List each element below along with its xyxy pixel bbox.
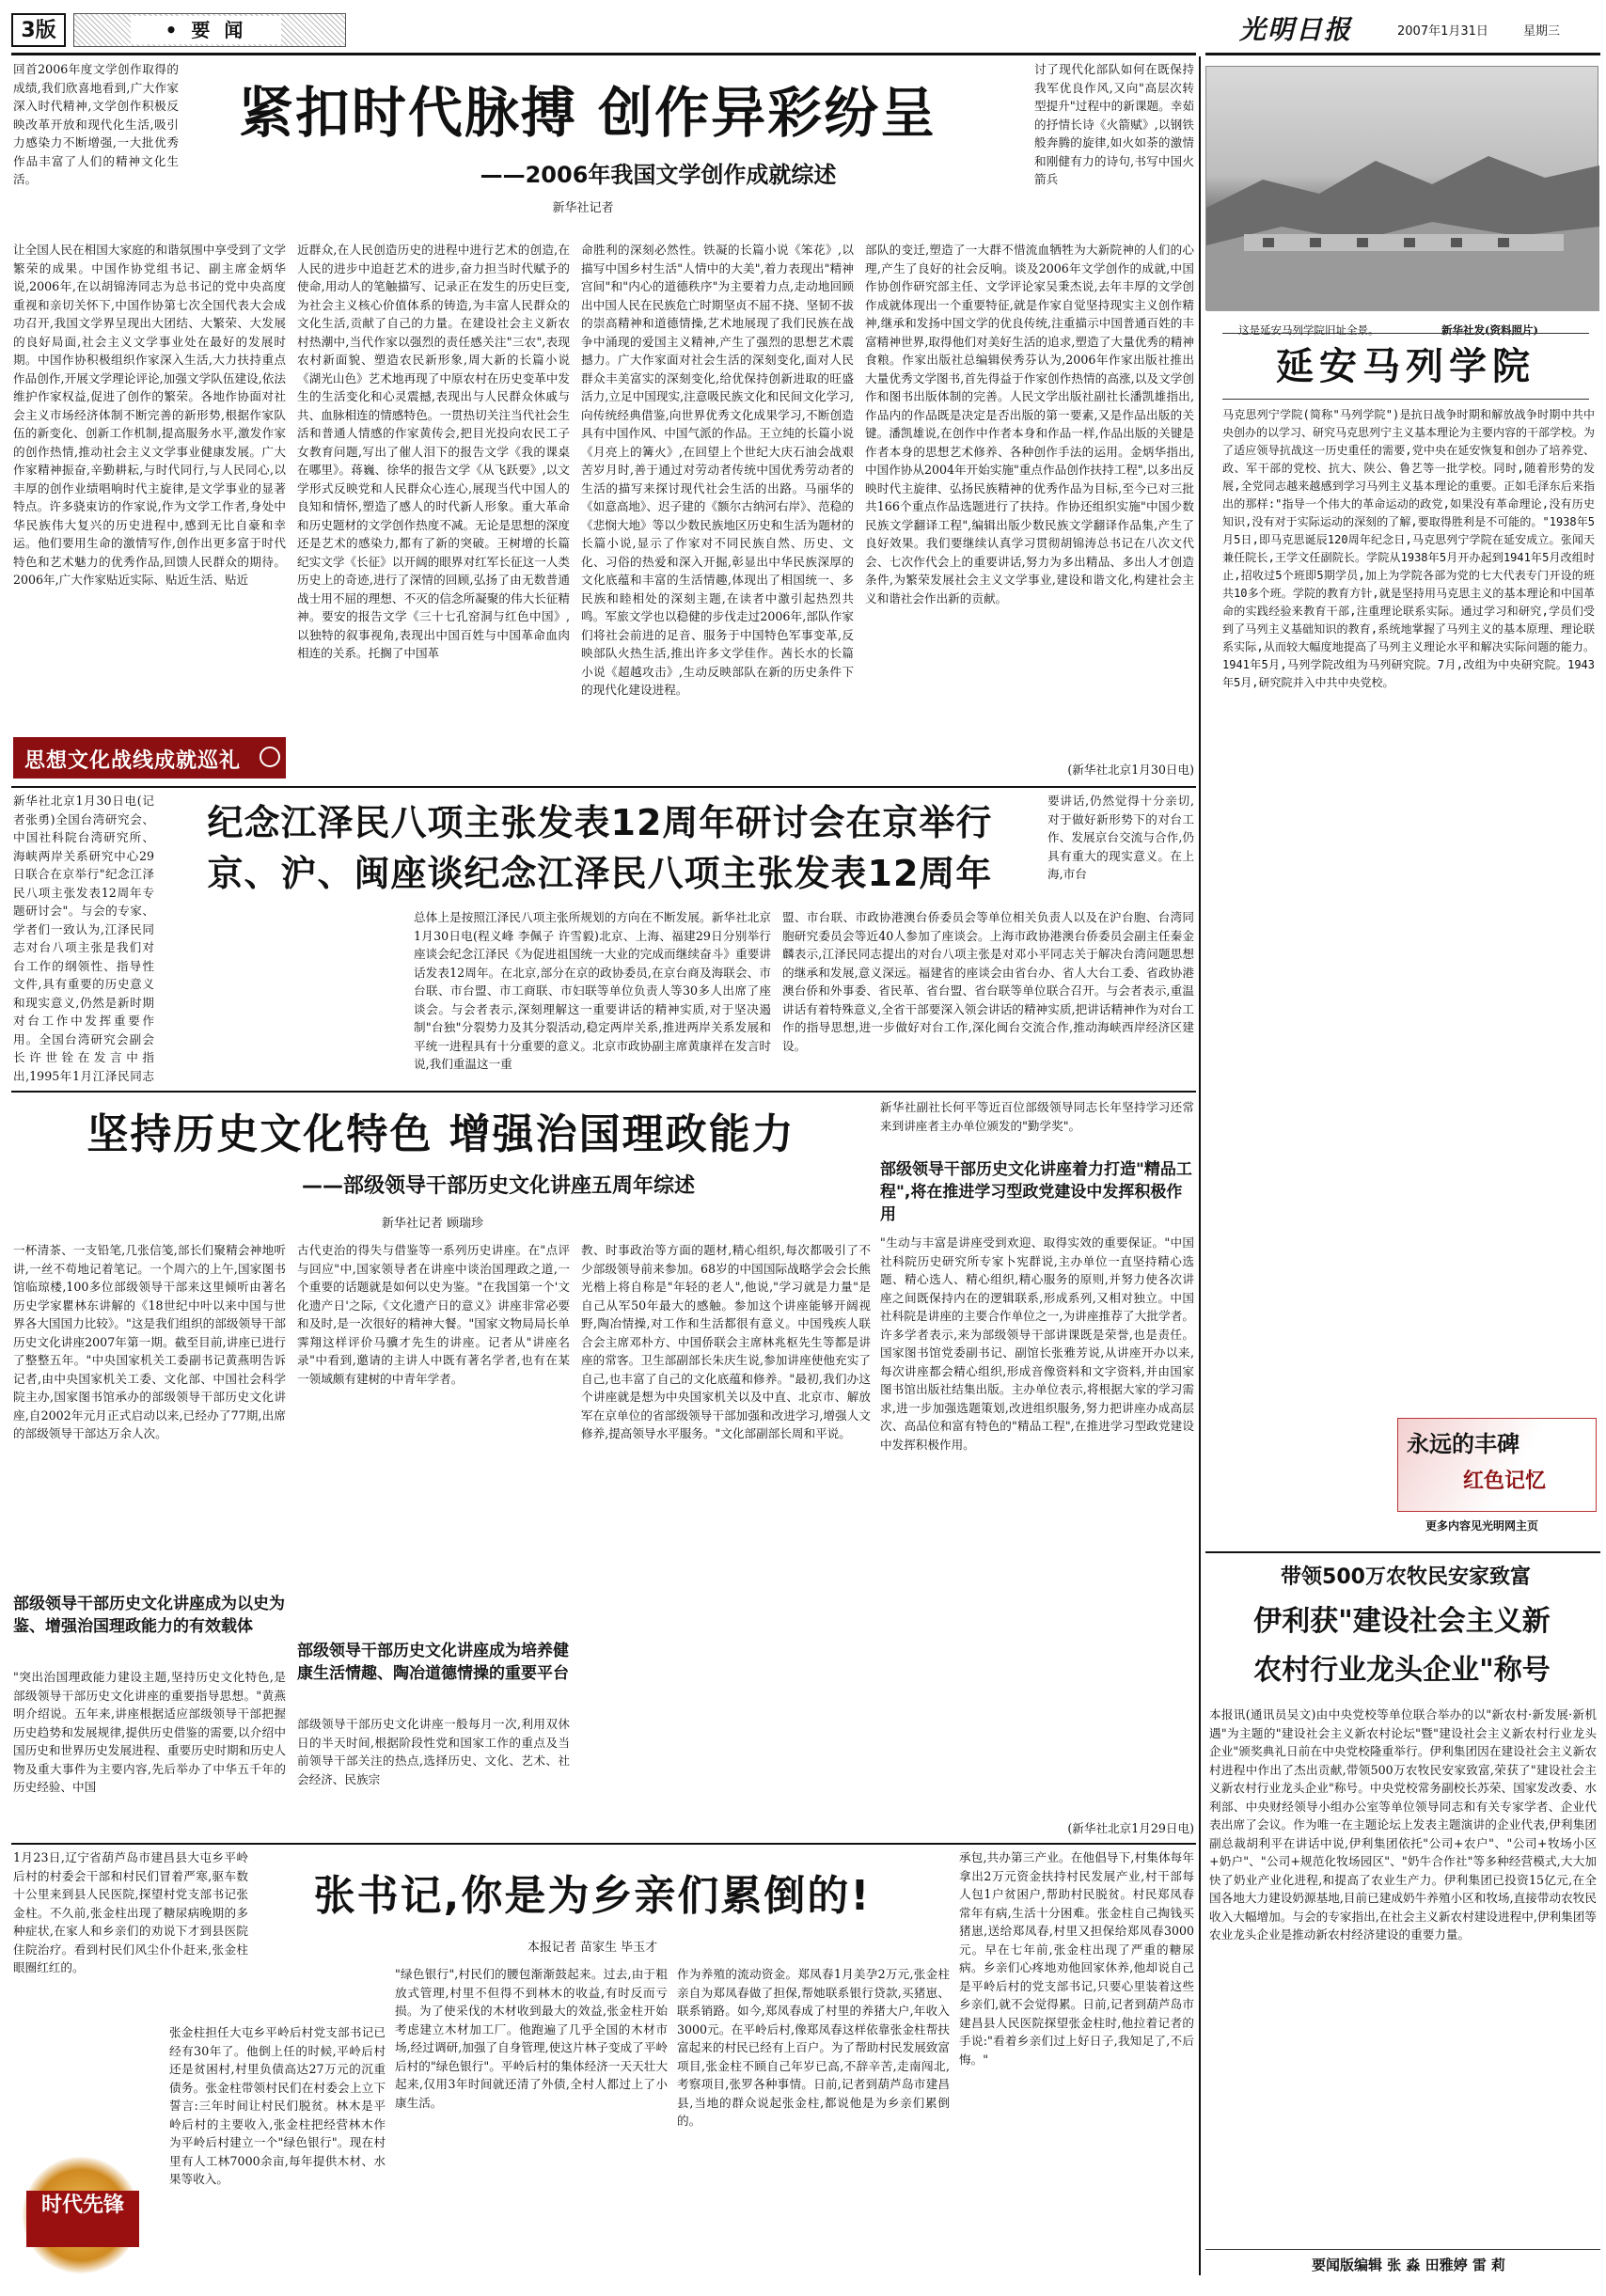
sidebar-title-rule-2 <box>1222 399 1589 400</box>
article4-column-3: 作为养殖的流动资金。郑凤春1月美孕2万元,张金柱亲自为郑凤春做了担保,帮她联系银行贷款,买猪崽、联系销路。如今,郑凤春成了村里的养猪大户,年收入3000元。在平岭后村,像郑凤春这样依靠张金柱帮扶富起来的村民已经有上百户。为了帮助村民发展致富项目,张金柱不顾自己年岁已高,不辞辛苦,走南闯北,考察项目,张罗各种事情。日前,记者到葫芦岛市建昌县,当地的群众说起张金柱,都说他是为乡亲们累倒的。 <box>677 1967 950 2128</box>
badge-label: 时代先锋 <box>26 2191 139 2247</box>
article3-subtitle: ——部级领导干部历史文化讲座五周年综述 <box>301 1174 695 1198</box>
sidebar-divider <box>1199 56 1201 2275</box>
series-banner <box>13 737 286 778</box>
article2-title-2: 京、沪、闽座谈纪念江泽民八项主张发表12周年 <box>207 853 993 894</box>
article2-column-3: 盟、市台联、市政协港澳台侨委员会等单位相关负责人以及在沪台胞、台湾同胞研究委员会等近40人参加了座谈会。上海市政协港澳台侨委员会副主任秦金麟表示,江泽民同志提出的对台八项主张是对邓小平同志关于解决台湾问题思想的继承和发展,意义深远。福建省的座谈会由省台办、省人大台工委、省政协港澳台侨和外事委、省民革、省台盟、省台联等单位联合召开。与会者表示,重温讲话有着特殊意义,全省干部要深入领会讲话的精神实质,把讲话精神作为对台工作的指导思想,进一步做好对台工作,深化闽台交流合作,推动海峡西岸经济区建设。 <box>782 910 1194 1053</box>
side-article-title-2: 农村行业龙头企业"称号 <box>1253 1654 1551 1687</box>
article1-column-1: 让全国人民在相国大家庭的和谐氛围中享受到了文学繁荣的成果。中国作协党组书记、副主席金炳华说,2006年,在以胡锦涛同志为总书记的党中央高度重视和亲切关怀下,中国作协第七次全国代表大会成功召开,我国文学界呈现出大团结、大繁荣、大发展的良好局面,社会主义文学事业处在最好的发展时期。中国作协积极组织作家深入生活,大力扶持重点作品创作,开展文学理论评论,加强文学队伍建设,依法维护作家权益,促进了创作的繁荣。各地作协面对社会主义市场经济体制不断完善的新形势,根据作家队伍的新变化、创新工作机制,提高服务水平,激发作家的创作热情,推动社会主义文学事业健康发展。广大作家精神振奋,辛勤耕耘,与时代同行,与人民同心,以丰厚的创作业绩唱响时代主旋律,是文学事业的显著特点。许多骁束访的作家说,作为文学工作者,身处中华民族伟大复兴的历史进程中,感到无比自豪和幸运。他们要用生命的激情写作,创作出更多富于时代特色和艺术魅力的优秀作品,回馈人民群众的期待。2006年,广大作家贴近实际、贴近生活、贴近 <box>13 243 286 587</box>
pioneer-badge <box>13 2153 154 2277</box>
article1-intro: 回首2006年度文学创作取得的成绩,我们欣喜地看到,广大作家深入时代精神,文学创作积极反映改革开放和现代化生活,吸引力感染力不断增强,一大批优秀作品丰富了人们的精神文化生活。 <box>13 62 179 186</box>
page-editors: 要闻版编辑 张 淼 田雅婷 雷 莉 <box>1311 2257 1506 2273</box>
article2-title: 纪念江泽民八项主张发表12周年研讨会在京举行 <box>207 802 993 843</box>
mountain-photo-icon <box>1206 67 1599 311</box>
section-tab <box>73 13 346 47</box>
article1-bottom-rule <box>11 786 1196 788</box>
section-name: 要 闻 <box>191 19 247 41</box>
article1-subtitle: ——2006年我国文学创作成就综述 <box>480 162 837 188</box>
article4-title: 张书记,你是为乡亲们累倒的! <box>313 1872 872 1920</box>
article3-column-3: 教、时事政治等方面的题材,精心组织,每次都吸引了不少部级领导前来参加。68岁的中国国际战略学会会长熊光楷上将自称是"年轻的老人",他说,"学习就是力量"是自己从军50年最大的感触。参加这个讲座能够开阔视野,陶冶情操,对工作和生活都很有意义。中国残疾人联合会主席邓朴方、中国侨联会主席林兆枢先生等都是讲座的常客。卫生部副部长朱庆生说,参加讲座使他充实了自己,也丰富了自己的文化底蕴和修养。"最初,我们办这个讲座就是想为中央国家机关以及中直、北京市、解放军在京单位的省部级领导干部加强和改进学习,增强人文修养,提高领导水平服务。"文化部副部长周和平说。 <box>581 1243 871 1440</box>
memory-footer: 更多内容见光明网主页 <box>1425 1519 1539 1533</box>
photo-caption: 这是延安马列学院旧址全景。 <box>1238 323 1379 337</box>
masthead-logo: 光明日报 <box>1239 14 1353 45</box>
side-article-body: 本报讯(通讯员吴文)由中央党校等单位联合举办的以"新农村·新发展·新机遇"为主题的"建设社会主义新农村论坛"暨"建设社会主义新农村行业龙头企业"颁奖典礼日前在中央党校隆重举行。伊利集团因在建设社会主义新农村进程中作出了杰出贡献,带领500万农牧民安家致富,荣获了"建设社会主义新农村行业龙头企业"称号。中央党校常务副校长苏荣、国家发改委、水利部、中央财经领导小组办公室等单位领导同志和有关专家学者、企业代表出席了会议。作为唯一在主题论坛上发表主题演讲的企业代表,伊利集团副总裁胡利平在讲话中说,伊利集团依托"公司+农户"、"公司+牧场小区+奶户"、"公司+规范化牧场园区"、"奶牛合作社"等多种经营模式,大大加快了奶业产业化进程,和提高了农业生产力。伊利集团已投资15亿元,在全国各地大力建设奶源基地,目前已建成奶牛养殖小区和牧场,直接带动农牧民收入大幅增加。与会的专家指出,在社会主义新农村建设进程中,伊利集团等农业龙头企业是推动新农村经济建设的重要力量。 <box>1209 1707 1597 1942</box>
article2-bottom-rule <box>11 1091 1196 1093</box>
article3-column-1: 一杯清茶、一支铅笔,几张信笺,部长们聚精会神地听讲,一丝不苟地记着笔记。一个周六的上午,国家图书馆临琼楼,100多位部级领导干部来这里倾听由著名历史学家瞿林东讲解的《18世纪中叶以来中国与世界各大国国力比较》。"这是我们组织的部级领导干部历史文化讲座2007年第一期。截至目前,讲座已进行了整整五年。"中央国家机关工委副书记黄燕明告诉记者,由中央国家机关工委、文化部、中国社会科学院主办,国家图书馆承办的部级领导干部历史文化讲座,自2002年元月正式启动以来,已经办了77期,出席的部级领导干部达万余人次。 <box>13 1243 286 1440</box>
memory-line-2: 红色记忆 <box>1463 1470 1547 1493</box>
article3-column-4-top: 新华社副社长何平等近百位部级领导同志长年坚持学习还常来到讲座者主办单位颁发的"勤学奖"。 <box>880 1100 1194 1133</box>
sidebar-photo <box>1205 66 1598 337</box>
article1-column-3: 命胜利的深刻必然性。铁凝的长篇小说《笨花》,以描写中国乡村生活"人情中的大美",着力表现出"精神宫间"和"内心的道德秩序"为主要着力点,走动地回顾出中国人民在民族危亡时期坚贞不屈不挠、坚韧不拔的崇高精神和道德情操,艺术地展现了我们民族在战争中涌现的爱国主义精神,产生了强烈的思想艺术震撼力。广大作家面对社会生活的深刻变化,面对人民群众丰美富实的深刻变化,给优保持创新进取的旺盛活力,立足中国现实,注意吸民族文化和民间文化学习,向传统经典借鉴,向世界优秀文化成果学习,不断创造具有中国作风、中国气派的作品。王立纯的长篇小说《月亮上的篝火》,在回望上个世纪大庆石油会战艰苦岁月时,善于通过对劳动者传统中国优秀劳动者的生活的描写来探讨现代社会生活的出路。马丽华的《如意高地》、迟子建的《额尔古纳河右岸》、范稳的《悲悯大地》等以少数民族地区历史和生活为题材的长篇小说,显示了作家对不同民族自然、历史、文化、习俗的热爱和深入开掘,彰显出中华民族深厚的文化底蕴和丰富的生活情趣,体现出了相国统一、多民族和睦相处的深刻主题,在读者中激引起热烈共鸣。军旅文学也以稳健的步伐走过2006年,部队作家们将社会前进的足音、服务于中国特色军事变革,反映部队火热生活,推出许多文学佳作。茜长水的长篇小说《超越攻击》,生动反映部队在新的历史条件下的现代化建设进程。 <box>581 243 854 697</box>
article3-title: 坚持历史文化特色 增强治国理政能力 <box>87 1110 795 1158</box>
sidebar-title: 延安马列学院 <box>1276 345 1535 388</box>
page-header <box>0 0 1606 53</box>
side-article-kicker: 带领500万农牧民安家致富 <box>1281 1565 1531 1589</box>
article1-dateline: (新华社北京1月30日电) <box>1067 763 1194 777</box>
banner-ornament-icon <box>260 747 280 767</box>
article2-column-2: 总体上是按照江泽民八项主张所规划的方向在不断发展。新华社北京1月30日电(程义峰 李佩子 许雪毅)北京、上海、福建29日分别举行座谈会纪念江泽民《为促进祖国统一大业的完成而继续奋斗》重要讲话发表12周年。在北京,部分在京的政协委员,在京台商及海联会、市台联、市台盟、市工商联、市妇联等单位负责人等30多人出席了座谈会。与会者表示,深刻理解这一重要讲话的精神实质,对于坚决遏制"台独"分裂势力及其分裂活动,稳定两岸关系,推进两岸关系发展和平统一进程具有十分重要的意义。北京市政协副主席黄康祥在发言时说,我们重温这一重 <box>414 910 771 1071</box>
memory-line-1: 永远的丰碑 <box>1407 1431 1519 1457</box>
article3-subhead-3: 部级领导干部历史文化讲座着力打造"精品工程",将在推进学习型政党建设中发挥积极作用 <box>880 1160 1192 1224</box>
article1-column-2: 近群众,在人民创造历史的进程中进行艺术的创造,在人民的进步中追赶艺术的进步,奋力担当时代赋予的使命,用动人的笔触描写、记录正在发生的历史巨变,为社会主义核心价值体系的铸造,为丰富人民群众的文化生活,贡献了自己的力量。在建设社会主义新农村热潮中,当代作家以强烈的责任感关注"三农",表现农村新面貌、塑造农民新形象,周大新的长篇小说《湖光山色》艺术地再现了中原农村在历史变革中发生的生活变化和心灵震撼,表现出与人民群众休戚与共、血脉相连的情感特色。一贯热切关注当代社会生活和普通人情感的作家黄传会,把目光投向农民工子女教育问题,写出了催人泪下的报告文学《我的课桌在哪里》。蒋巍、徐华的报告文学《从飞跃要》,以文学形式反映党和人民群众心连心,展现当代中国人的良知和情怀,塑造了感人的时代新人形象。重大革命和历史题材的文学创作热度不减。无论是思想的深度还是艺术的感染力,都有了新的突破。王树增的长篇纪实文学《长征》以开阔的眼界对红军长征这一人类历史上的奇迹,进行了深情的回顾,弘扬了由无数普通战士用不屈的理想、不灭的信念所凝聚的伟大长征精神。要安的报告文学《三十七孔窑洞与红色中国》,以独特的叙事视角,表现出中国百姓与中国革命血肉相连的关系。托搁了中国革 <box>297 243 570 660</box>
footer-rule <box>1205 2249 1600 2250</box>
article3-column-2: 古代吏治的得失与借鉴等一系列历史讲座。在"点评与回应"中,国家领导者在讲座中谈治国理政之道,一个重要的话题就是如何以史为鉴。"在我国第一个'文化遗产日'之际,《文化遗产日的意义》讲座非常必要和及时,是一次很好的精神大餐。"国家文物局局长单霁翔这样评价马骥才先生的讲座。记者从"讲座名录"中看到,邀请的主讲人中既有著名学者,也有在某一领域颇有建树的中青年学者。 <box>297 1243 570 1386</box>
page-number: 3版 <box>11 13 66 47</box>
memory-box <box>1397 1418 1597 1540</box>
sidebar-title-rule <box>1222 333 1589 334</box>
issue-date: 2007年1月31日 <box>1397 24 1488 39</box>
header-rule <box>11 53 1196 55</box>
sidebar-body: 马克思列宁学院(简称"马列学院")是抗日战争时期和解放战争时期中共中央创办的以学习、研究马克思列宁主义基本理论为主要内容的干部学校。为了适应领导抗战这一历史重任的需要,党中央在延安恢复和创办了培养党、政、军干部的党校、抗大、陕公、鲁艺等一批学校。同时,随着形势的发展,全党同志越来越感到学习马列主义基本理论的重要。正如毛泽东后来指出的那样:"指导一个伟大的革命运动的政党,如果没有革命理论,没有历史知识,没有对于实际运动的深刻的了解,要取得胜利是不可能的。"1938年5月5日,即马克思诞辰120周年纪念日,马克思列宁学院在延安成立。张闻天兼任院长,王学文任副院长。学院从1938年5月开办起到1941年5月改组时止,招收过5个班即5期学员,加上为学院各部为党的七大代表专门开设的班共10多个班。学院的教育方针,就是坚持用马克思主义的基本理论和中国革命的实践经验来教育干部,注重理论联系实际。通过学习和研究,学员们受到了马列主义基础知识的教育,系统地掌握了马列主义的基本原理、理论联系实际,从而较大幅度地提高了马列主义理论水平和解决实际问题的能力。1941年5月,马列学院改组为马列研究院。7月,改组为中央研究院。1943年5月,研究院并入中共中央党校。 <box>1222 408 1595 689</box>
article1-column-4: 部队的变迁,塑造了一大群不惜流血牺牲为大新院神的人们的心理,产生了良好的社会反响。谈及2006年文学创作的成就,中国作协创作研究部主任、文学评论家吴秉杰说,去年丰厚的文学创作成就体现出一个重要特征,就是作家自觉坚持现实主义创作精神,继承和发扬中国文学的优良传统,注重描示中国普通百姓的丰富精神世界,取得他们对美好生活的追求,塑造了大量优秀的精神食粮。作家出版社总编辑侯秀芬认为,2006年作家出版社推出大量优秀文学图书,首先得益于作家创作热情的高涨,以及文学创作和图书出版体制的完善。人民文学出版社副社长潘凯雄指出,作品内的作品既是决定是否出版的第一要素,又是作品出版的关键。潘凯雄说,在创作中作者本身和作品一样,作品出版的关键是作者本身的思想艺术修养、各种创作手法的运用。金炳华指出,中国作协从2004年开始实施"重点作品创作扶持工程",以多出反映时代主旋律、弘扬民族精神的优秀作品为目标,至今已对三批共166个重点作品选题进行了扶持。作协还组织实施"中国少数民族文学翻译工程",编辑出版少数民族文学翻译作品集,产生了良好效果。我们要继续认真学习贯彻胡锦涛总书记在八次文代会、七次作代会上的重要讲话,努力为多出精品、多出人才创造条件,为繁荣发展社会主义文学事业,建设和谐文化,构建社会主义和谐社会作出新的贡献。 <box>865 243 1194 605</box>
article4-column-2: "绿色银行",村民们的腰包渐渐鼓起来。过去,由于粗放式管理,村里不但得不到林木的收益,有时反而亏损。为了使采伐的木材收到最大的效益,张金柱开始考虑建立木材加工厂。他跑遍了几乎全国的木材市场,经过调研,加强了自身管理,使这片林子变成了平岭后村的"绿色银行"。平岭后村的集体经济一天天壮大起来,仅用3年时间就还清了外债,全村人都过上了小康生活。 <box>395 1967 668 2110</box>
article3-bottom-rule <box>11 1843 1196 1845</box>
article3-column-4: "生动与丰富是讲座受到欢迎、取得实效的重要保证。"中国社科院历史研究所专家卜宪群说,主办单位一直坚持精心选题、精心选人、精心组织,精心服务的原则,并努力使各次讲座之间既保持内在的逻辑联系,形成系列,又相对独立。中国社科院是讲座的主要合作单位之一,为讲座推荐了大批学者。许多学者表示,来为部级领导干部讲课既是荣誉,也是责任。国家图书馆党委副书记、副馆长张雅芳说,从讲座开办以来,每次讲座都会精心组织,形成音像资料和文字资料,并由国家图书馆出版社结集出版。主办单位表示,将根据大家的学习需求,进一步加强选题策划,改进组织服务,努力把讲座办成高层次、高品位和富有特色的"精品工程",在推进学习型政党建设中发挥积极作用。 <box>880 1235 1194 1452</box>
photo-credit: 新华社发(资料照片) <box>1441 323 1538 337</box>
article4-column-4: 承包,共办第三产业。在他倡导下,村集体每年拿出2万元资金扶持村民发展产业,村干部每人包1户贫困户,帮助村民脱贫。村民郑凤春常年有病,生活十分困难。张金柱自己掏钱买猪崽,送给郑凤春,村里又担保给郑凤春3000元。早在七年前,张金柱出现了严重的糖尿病。乡亲们心疼地劝他回家休养,他却说自己是平岭后村的党支部书记,只要心里装着这些乡亲们,就不会觉得累。日前,记者到葫芦岛市建昌县人民医院探望张金柱时,他拉着记者的手说:"看着乡亲们过上好日子,我知足了,不后悔。" <box>959 1850 1194 2067</box>
sidebar-article-rule <box>1205 1551 1600 1553</box>
article4-intro: 1月23日,辽宁省葫芦岛市建昌县大屯乡平岭后村的村委会干部和村民们冒着严寒,驱车数十公里来到县人民医院,探望村党支部书记张金柱。不久前,张金柱出现了糖尿病晚期的多种症状,在家人和乡亲们的劝说下才到县医院住院治疗。看到村民们风尘仆仆赶来,张金柱眼圈红红的。 <box>13 1850 248 1974</box>
article3-byline: 新华社记者 顾瑞珍 <box>381 1217 484 1231</box>
article4-column-1: 张金柱担任大屯乡平岭后村党支部书记已经有30年了。他倒上任的时候,平岭后村还是贫困村,村里负债高达27万元的沉重债务。张金柱带领村民们在村委会上立下誓言:三年时间让村民们脱贫。林木是平岭后村的主要收入,张金柱把经营林木作为平岭后村建立一个"绿色银行"。现在村里有人工林7000余亩,每年提供木材、水果等收入。 <box>169 2025 386 2186</box>
section-label <box>131 16 281 44</box>
article1-byline: 新华社记者 <box>552 201 614 215</box>
article3-column-2b: 部级领导干部历史文化讲座一般每月一次,利用双休日的半天时间,根据阶段性党和国家工作的重点及当前领导干部关注的热点,选择历史、文化、艺术、社会经济、民族宗 <box>297 1717 570 1786</box>
issue-weekday: 星期三 <box>1523 24 1561 39</box>
article2-right-column: 要讲话,仍然觉得十分亲切,对于做好新形势下的对台工作、发展京台交流与合作,仍具有重大的现实意义。在上海,市台 <box>1047 794 1194 881</box>
article4-byline: 本报记者 苗家生 毕玉才 <box>527 1941 658 1955</box>
side-article-title: 伊利获"建设社会主义新 <box>1253 1605 1551 1638</box>
article3-subhead-1: 部级领导干部历史文化讲座成为以史为鉴、增强治国理政能力的有效载体 <box>13 1595 285 1636</box>
article2-intro: 新华社北京1月30日电(记者张勇)全国台湾研究会、中国社科院台湾研究所、海峡两岸关系研究中心29日联合在京举行"纪念江泽民八项主张发表12周年专题研讨会"。与会的专家、学者们一致认为,江泽民同志对台八项主张是我们对台工作的纲领性、指导性文件,具有重要的历史意义和现实意义,仍然是新时期对台工作中发挥重要作用。全国台湾研究会副会长许世铨在发言中指出,1995年1月江泽民同志 <box>13 794 154 1083</box>
article3-column-1b: "突出治国理政能力建设主题,坚持历史文化特色,是部级领导干部历史文化讲座的重要指导思想。"黄燕明介绍说。五年来,讲座根据适应部级领导干部把握历史趋势和发展规律,提供历史借鉴的需要,以介绍中国历史和世界历史发展进程、重要历史时期和历史人物及重大事件为主要内容,先后举办了中华五千年的历史经验、中国 <box>13 1670 286 1794</box>
bullet-icon: • <box>165 19 181 41</box>
article1-title: 紧扣时代脉搏 创作异彩纷呈 <box>238 81 937 145</box>
article3-dateline: (新华社北京1月29日电) <box>1067 1821 1194 1835</box>
article3-subhead-2: 部级领导干部历史文化讲座成为培养健康生活情趣、陶冶道德情操的重要平台 <box>297 1642 569 1683</box>
series-banner-label: 思想文化战线成就巡礼 <box>24 749 242 773</box>
header-rule-right <box>1205 53 1600 55</box>
article1-right-column: 讨了现代化部队如何在既保持我军优良作风,又向"高层次转型提升"过程中的新课题。幸茹的抒情长诗《火箭赋》,以钢铁般奔腾的旋律,如火如荼的激情和刚健有力的诗句,书写中国火箭兵 <box>1034 62 1194 186</box>
